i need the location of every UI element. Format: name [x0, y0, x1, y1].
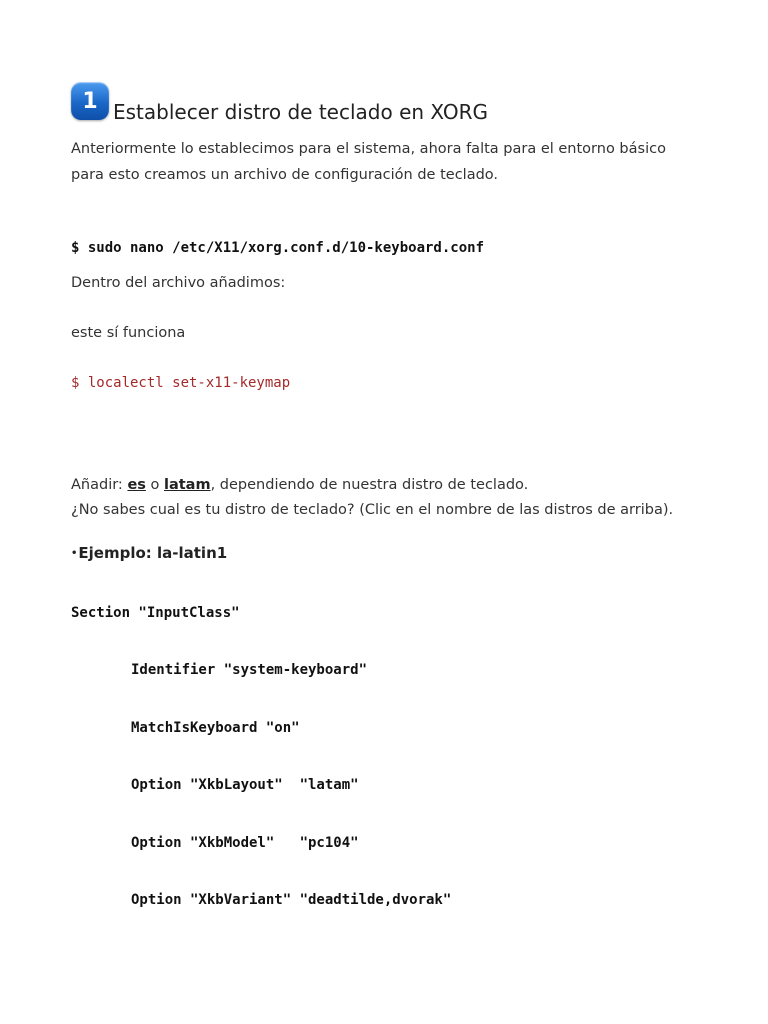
section-heading: Establecer distro de teclado en XORG: [113, 100, 488, 124]
step-number: 1: [82, 88, 98, 114]
add-middle: o: [145, 477, 164, 493]
works-note: este sí funciona: [71, 325, 186, 341]
step-number-badge: [71, 82, 109, 120]
config-section: Section "InputClass": [71, 605, 240, 621]
inside-file-text: Dentro del archivo añadimos:: [71, 275, 286, 291]
config-match: MatchIsKeyboard "on": [131, 720, 300, 736]
intro-line-2: para esto creamos un archivo de configuración de teclado.: [71, 167, 499, 183]
add-line: [71, 477, 528, 493]
command-localectl: $ localectl set-x11-keymap: [71, 375, 291, 391]
help-line: ¿No sabes cual es tu distro de teclado? (Clic en el nombre de las distros de arriba).: [71, 502, 674, 518]
bullet-icon: •: [71, 548, 78, 559]
config-variant: Option "XkbVariant" "deadtilde,dvorak": [131, 892, 452, 908]
config-identifier: Identifier "system-keyboard": [131, 662, 368, 678]
layout-link-es[interactable]: es: [127, 477, 146, 493]
config-layout: Option "XkbLayout" "latam": [131, 777, 359, 793]
example-text: Ejemplo: la-latin1: [78, 544, 228, 562]
command-nano: $ sudo nano /etc/X11/xorg.conf.d/10-keyboard.conf: [71, 240, 485, 256]
layout-link-latam[interactable]: latam: [164, 477, 211, 493]
add-suffix: , dependiendo de nuestra distro de teclado.: [210, 477, 529, 493]
intro-line-1: Anteriormente lo establecimos para el sistema, ahora falta para el entorno básico: [71, 141, 666, 157]
example-item: [71, 544, 227, 562]
add-prefix: Añadir:: [71, 477, 128, 493]
config-model: Option "XkbModel" "pc104": [131, 835, 359, 851]
